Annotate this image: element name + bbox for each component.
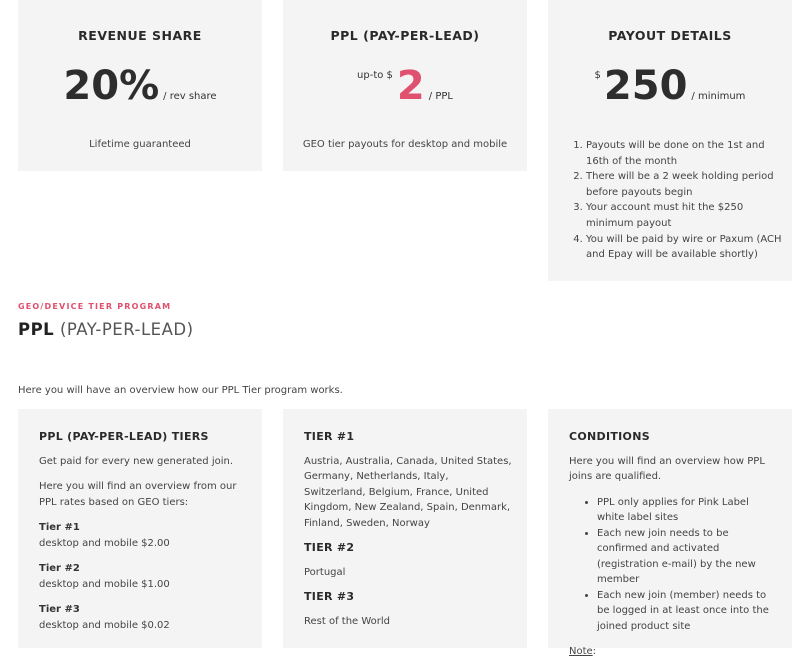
conditions-list	[569, 495, 778, 635]
ppl-value: 2	[396, 63, 425, 109]
revenue-share-subtitle: Lifetime guaranteed	[89, 139, 191, 150]
tier-name: Tier #1	[39, 522, 80, 533]
tier-rate: desktop and mobile $1.00	[39, 578, 170, 590]
geo-tiers-box	[283, 409, 527, 648]
payout-value-row	[548, 64, 792, 108]
ppl-tiers-p2: Here you will find an overview from our PPL rates based on GEO tiers:	[39, 481, 237, 508]
tier3-countries: Rest of the World	[304, 615, 391, 627]
conditions-content	[569, 429, 778, 660]
revenue-share-value-row	[18, 64, 262, 108]
payout-item: 4. You will be paid by wire or Paxum (ACH and Epay will be available shortly)	[586, 232, 782, 263]
condition-item: • Each new join (member) needs to be logged in at least once into the joined product site	[597, 588, 778, 635]
condition-item: • Each new join needs to be confirmed and activated (registration e-mail) by the new member	[597, 526, 778, 588]
section-title	[18, 320, 194, 339]
tier-entry	[39, 520, 248, 551]
payout-item: 3. Your account must hit the $250 minimum payout	[586, 200, 782, 231]
ppl-card	[283, 0, 527, 171]
tier2-title: TIER #2	[304, 541, 355, 554]
tier1-countries: Austria, Australia, Canada, United States, Germany, Netherlands, Italy, Switzerland, Belgium, France, United Kingdom, New Zealand, Spain, Denmark, Finland, Sweden, Norway	[304, 455, 512, 529]
ppl-tiers-p1: Get paid for every new generated join.	[39, 455, 234, 467]
section-label: GEO/DEVICE TIER PROGRAM	[18, 302, 172, 311]
ppl-prefix: up-to $	[357, 70, 393, 81]
payout-title: PAYOUT DETAILS	[608, 28, 732, 43]
conditions-note	[569, 644, 778, 660]
conditions-intro: Here you will find an overview how PPL joins are qualified.	[569, 455, 765, 482]
ppl-tiers-title: PPL (PAY-PER-LEAD) TIERS	[39, 430, 209, 443]
geo-tiers-content	[304, 429, 513, 629]
ppl-tiers-box	[18, 409, 262, 648]
conditions-title: CONDITIONS	[569, 430, 650, 443]
revenue-share-value: 20%	[63, 63, 160, 109]
tier-name: Tier #2	[39, 563, 80, 574]
conditions-box	[548, 409, 792, 657]
tier3-title: TIER #3	[304, 590, 355, 603]
ppl-title: PPL (PAY-PER-LEAD)	[330, 28, 480, 43]
ppl-subtitle: GEO tier payouts for desktop and mobile	[302, 139, 508, 150]
section-title-rest: (PAY-PER-LEAD)	[54, 320, 194, 339]
tier-entry	[39, 602, 248, 633]
section-intro: Here you will have an overview how our PPL Tier program works.	[18, 385, 343, 396]
revenue-share-card	[18, 0, 262, 171]
revenue-share-title: REVENUE SHARE	[78, 28, 202, 43]
payout-item: 2. There will be a 2 week holding period before payouts begin	[586, 169, 782, 200]
condition-item: • PPL only applies for Pink Label white label sites	[597, 495, 778, 526]
payout-list	[570, 138, 782, 263]
payout-item: 1. Payouts will be done on the 1st and 16th of the month	[586, 138, 782, 169]
tier2-countries: Portugal	[304, 566, 346, 578]
ppl-tiers-content	[39, 429, 248, 633]
ppl-value-row	[283, 64, 527, 108]
tier-name: Tier #3	[39, 604, 80, 615]
tier-rate: desktop and mobile $2.00	[39, 537, 170, 549]
payout-unit: / minimum	[691, 91, 746, 102]
payout-details-card	[548, 0, 792, 281]
section-title-bold: PPL	[18, 320, 55, 339]
note-suffix: :	[592, 646, 597, 657]
revenue-share-unit: / rev share	[163, 91, 217, 102]
payout-value: 250	[603, 63, 688, 109]
tier1-title: TIER #1	[304, 430, 355, 443]
ppl-unit: / PPL	[428, 91, 453, 102]
tier-rate: desktop and mobile $0.02	[39, 619, 170, 631]
note-label: Note	[569, 646, 593, 657]
tier-entry	[39, 561, 248, 592]
payout-currency: $	[594, 70, 601, 81]
